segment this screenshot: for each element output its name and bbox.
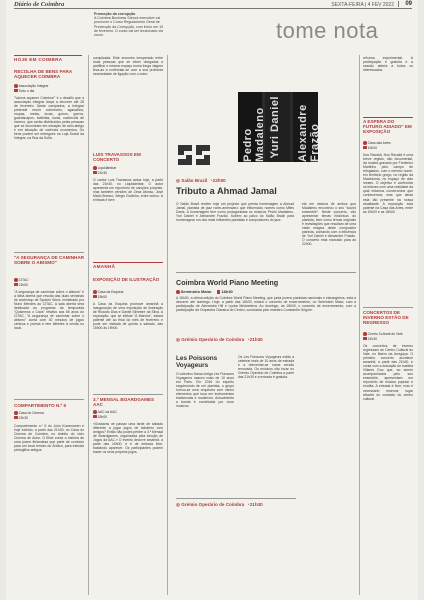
location-icon (93, 290, 97, 294)
feature-body-b: ela em mistura de ambos que Madaleno encontrou o seu "sound ensemble". Neste concerto, vão apresentar temas históricos do pianista, bem como temas originais e revisitações que resultam de uma visão mágica deste compositor pianista, contando com a influência de Yuri Daniel e Alexandre Frazão. O concerto está marcado para as 22h00. (302, 202, 356, 247)
newspaper-name: Diário de Coimbra (14, 1, 65, 8)
right-continuation: reforma experimental. A participação é gratuita e a sessão aberta a todos os interessados. (363, 56, 413, 73)
voyageurs-headline: Les Poissons Voyageurs (176, 355, 218, 369)
photo-name-1: Pedro Madaleno (242, 107, 266, 162)
newspaper-page (6, 0, 418, 600)
article-body-recolha: "Vamos aquecer Coimbra!" é o desafio que a associação Integrar lança a decorrer até 28 de fevereiro. Neste campanha, a Integrar pretende reunir cobertores, agasalhos, roupas, meias, luvas, gorros, gorros, guardanapos, toalhitas, luvas, cachecóis de inverno, que serão distribuídos pelas pessoas que se encontram em situação de sem-abrigo e em situação de carência económica. Os bens podem ser entregues na Loja Social da Integrar, na Rua da Sofia. (14, 96, 84, 141)
clock-icon: ◔ (246, 502, 250, 507)
divider (363, 307, 413, 308)
time-concertos: 21h30 (367, 336, 378, 341)
promo-heading: Promoção da corrupção (94, 12, 136, 16)
divider (176, 272, 356, 273)
time-boardgames: 15h00 (97, 414, 108, 419)
feature-time: 22h00 (212, 178, 226, 183)
photo-name-3: Alexandre Frazão (297, 104, 321, 162)
meta-recolha (14, 84, 49, 93)
location-icon (93, 166, 97, 170)
location-icon (14, 411, 18, 415)
left-top-rule (14, 55, 82, 56)
clock-icon (93, 295, 97, 299)
feature-headline: Tributo a Ahmad Jamal (176, 186, 277, 196)
gremio-venue-1: Grémio Operário de Coimbra (181, 337, 245, 342)
venue-exposicao: Casa da Esquina (97, 290, 124, 295)
column-divider (167, 55, 168, 595)
divider (176, 498, 296, 499)
venue-abismo: CITAC (18, 278, 29, 283)
location-icon (14, 278, 18, 282)
gremio-time-1: 21h30 (249, 337, 263, 342)
piano-headline: Coimbra World Piano Meeting (176, 278, 279, 287)
venue-recolha: Associação Integrar (18, 84, 49, 89)
divider (93, 394, 163, 395)
article-heading-concertos: CONCERTOS DE INVERNO ESTÃO DE REGRESSO (363, 310, 409, 325)
meta-abismo (14, 278, 29, 287)
location-icon (363, 332, 367, 336)
venue-icon: ◎ (176, 337, 182, 342)
clock-icon: ◔ (209, 178, 213, 183)
meta-boardgames (93, 410, 117, 419)
gremio-venue-2: Grémio Operário de Coimbra (181, 502, 245, 507)
clock-icon: ◔ (246, 337, 250, 342)
meta-piano (176, 290, 233, 295)
clock-icon (217, 290, 221, 294)
time-exposicao: 15h00 (97, 294, 108, 299)
article-body-travassos: O cantor Luis Travassos actua hoje, a partir das 21h30, no Liquidâmbar. O autor apresenta um reportório de canções próprias, mas também versões de Zeca Afonso, José Mário Branco, Sérgio Godinho, entre outros. A entrada é livre. (93, 178, 163, 203)
time-compartimento: 21h30 (18, 415, 29, 420)
right-rule (363, 117, 413, 118)
voyageurs-body-a: O colectivo franco-belga Les Poissons Voyageurs nasceu mais de 10 anos em Paris. Em 2016 do espírito seguimundo de um pianista, o grupo tornou-se uma orquestra com vários elementos que toca em instrumentos tradicionais e modernos. Actualmente a banda é constituída por nove músicos. (176, 372, 234, 409)
issue-date: SEXTA-FEIRA | 4 FEV 2022 (331, 1, 394, 8)
venue-concertos: Centro Cultural do Vale (367, 332, 403, 337)
divider (14, 252, 84, 253)
article-heading-compartimento: COMPARTIMENTO N.º 6 (14, 403, 67, 408)
article-body-futuro: Nos Ravaldi, Nos Ravaldi é uma breve registo, não documental, da mostra gravado por Frederico Martinho pelo campo de refugiados, com o mesmo nome, em território grego, no região da Macedonia, no espaço de dois meses. O objetivo é confrontar os leitores com uma realidade da qual estamos convencidos que conhecemos, mas que ainda está tão presente na nossa atualidade. A exposição está patente na Casa das Artes, entre as 10h00 e as 18h00. (363, 153, 413, 214)
column-divider (359, 55, 360, 595)
promo-box (94, 12, 164, 37)
article-body-boardgames: «Gostavas de passar uma tarde de sábado diferente a jogar jogos de tabuleiro com amigos? Então não podes perder a 3.ª Mensal de Boardgames, organizada pela secção de Jogos da AAC.» O evento decorre amanhã, a partir das 15h00, e é de entrada livre, bastando aparecer. Os participantes podem trazer os seus próprios jogos. (93, 422, 163, 455)
article-heading-abismo: "A SEGURANÇA DE CAMINHAR SOBRE O ABISMO" (14, 255, 84, 265)
venue-futuro: Casa das Artes (367, 141, 391, 146)
clock-icon (14, 283, 18, 287)
article-heading-travassos: LUIS TRAVASSOS EM CONCERTO (93, 152, 141, 162)
meta-compartimento (14, 411, 44, 420)
photo-name-2: Yuri Daniel (269, 96, 281, 159)
clock-icon (93, 415, 97, 419)
masthead (14, 0, 412, 9)
piano-body: A 18h30, a ultima edição do Coimbra World Piano Meeting, que junta jovens pianistas nacionais e estrangeiros, está a decorrer até domingo. Hoje, a partir das 18h30, estará o concerto de encerramento, no Seminário Maior, com a participação de Alexandra Hill e Lyuba Medvedeva. Ao domingo, às 18h00, o concerto de encerramento, com a participação da Orquestra Clássica do Centro, conduzida pelo maestro Constantin Grigore. (176, 296, 356, 313)
category-today: HOJE EM COIMBRA (14, 57, 63, 62)
location-icon (93, 410, 97, 414)
meta-travassos (93, 166, 116, 175)
section-title: tome nota (276, 18, 379, 43)
page-number: 09 (405, 0, 412, 7)
venue-icon: ◎ (176, 502, 182, 507)
clock-icon (363, 337, 367, 341)
meta-concertos (363, 332, 403, 341)
location-icon (14, 84, 18, 88)
venue-boardgames: AAC da AAC (97, 410, 118, 415)
article-heading-recolha: RECOLHA DE BENS PARA AQUECER COIMBRA (14, 69, 73, 79)
feature-body-a: O Salão Brazil recebe hoje um projecto que presta homenagem a Ahmad Jamal, pianista de jazz norte-americano que influenciou nomes como Miles Davis. A homenagem tem como protagonistas os músicos Pedro Madaleno, Yuri Daniel e Alexandre Frazão. Sobem ao palco do Salão Brazil para homenagear um dos mais influentes pianistas e compositores do jazz. (176, 202, 294, 223)
article-body-exposicao: A Casa da Esquina promove amanhã a inauguração de uma exposição de ilustração de Ricardo Dias e Daniel Silvestre da Silva. A exposição, que se intitula "A Marcha", estará patente até ao final do mês de fevereiro e pode ser visitada de quinta a sábado, das 15h00 às 19h00. (93, 302, 163, 331)
article-body-concertos: Os concertos de inverno regressam ao Centro Cultural do Vale, no Bairro da Arregaça. O primeiro concerto acontece amanhã, a partir das 21h30, e conta com a actuação de Isabela Villares Duo que, ao serem acompanhados pelo seu ensemble, apresentam um reportório de música popular e erudita. A entrada é livre, mas é necessário reservar lugar através do contacto do centro cultural. (363, 344, 413, 401)
voyageurs-body-b: Os Les Poissons Voyageurs estão a celebrar mais de 10 anos de estrada e a reinventar-se numa versão renovada. Os músicos vão tocar no Grémio Operário de Coimbra a partir das 21h30 e a entrada é gratuita. (238, 355, 294, 380)
article-heading-boardgames: 3.º MENSAL BOARDGAMES AAC (93, 397, 155, 407)
meta-futuro (363, 141, 391, 150)
location-icon (363, 141, 367, 145)
clock-icon (363, 146, 367, 150)
gremio-kicker-1 (176, 337, 263, 343)
venue-piano: Seminário Maior (180, 289, 212, 295)
location-icon (176, 290, 180, 294)
article-body-compartimento: Compartimento n.º 6 do Juho Kuosmanen é hoje exibido, a partir das 21h30, no Casa do Cinema de Coimbra, no âmbito do ciclo Cinema de Autor. O filme conta a história de uma jovem finlandesa que parte de comboio para um local remoto do Árctico, para estudar petróglifos antigos. (14, 424, 84, 453)
venue-travassos: Liquidâmbar (97, 166, 117, 171)
article-heading-futuro: A ESPERA DO FUTURO ADIADO" EM EXPOSIÇÃO (363, 119, 412, 134)
column-divider (88, 55, 89, 595)
clock-icon (14, 416, 18, 420)
salao-brazil-logo (176, 141, 212, 169)
feature-venue: Salão Brazil (181, 178, 208, 183)
article-body-continuation: complicada. Este encontro inesperado entre duas pessoas que se vêem obrigadas a partilhar o mesmo espaço numa longa viagem leva-as a confrontar-se com a sua profunda necessidade de ligação com o outro. (93, 56, 163, 77)
amanha-top-rule (93, 262, 163, 263)
time-recolha: Todo o dia (18, 88, 35, 93)
category-tomorrow: AMANHÃ (93, 264, 116, 269)
article-heading-exposicao: EXPOSIÇÃO DE ILUSTRAÇÃO (93, 277, 160, 282)
venue-compartimento: Casa do Cinema (18, 411, 44, 416)
clock-icon (93, 171, 97, 175)
time-futuro: 10h00 (367, 145, 378, 150)
gremio-time-2: 21h30 (249, 502, 263, 507)
time-travassos: 21h30 (97, 170, 108, 175)
time-abismo: 21h00 (18, 282, 29, 287)
gremio-kicker-2 (176, 502, 263, 508)
article-body-abismo: "A segurança de caminhar sobre o abismo" é a ideia aberta que resulta das duas semanas de workshop de Spoken Word, ministrado por Nuno Mendes ao CITAC. A sala aberta será destinada ao programa da temporada "Quisemos o Caos" relativo aos 65 anos do CITAC. "A segurança de caminhar sobre o abismo" conta com 30 minutos de jogos cénicos e poesia e tem bilhetes à venda no local. (14, 290, 84, 331)
feature-kicker (176, 178, 226, 184)
venue-icon: ◎ (176, 178, 182, 183)
promo-body: A Coimbra Business School executive vai promover o Curso Regulamento Geral de Prevenção da Corrupção, com início em 15 de fevereiro. O curso vai ser leccionado via zoom. (94, 16, 164, 38)
masthead-separator (398, 1, 399, 7)
time-piano: 18h30 (221, 289, 233, 295)
musicians-photo (238, 92, 321, 162)
meta-exposicao (93, 290, 123, 299)
divider (14, 399, 84, 400)
clock-icon (14, 89, 18, 93)
